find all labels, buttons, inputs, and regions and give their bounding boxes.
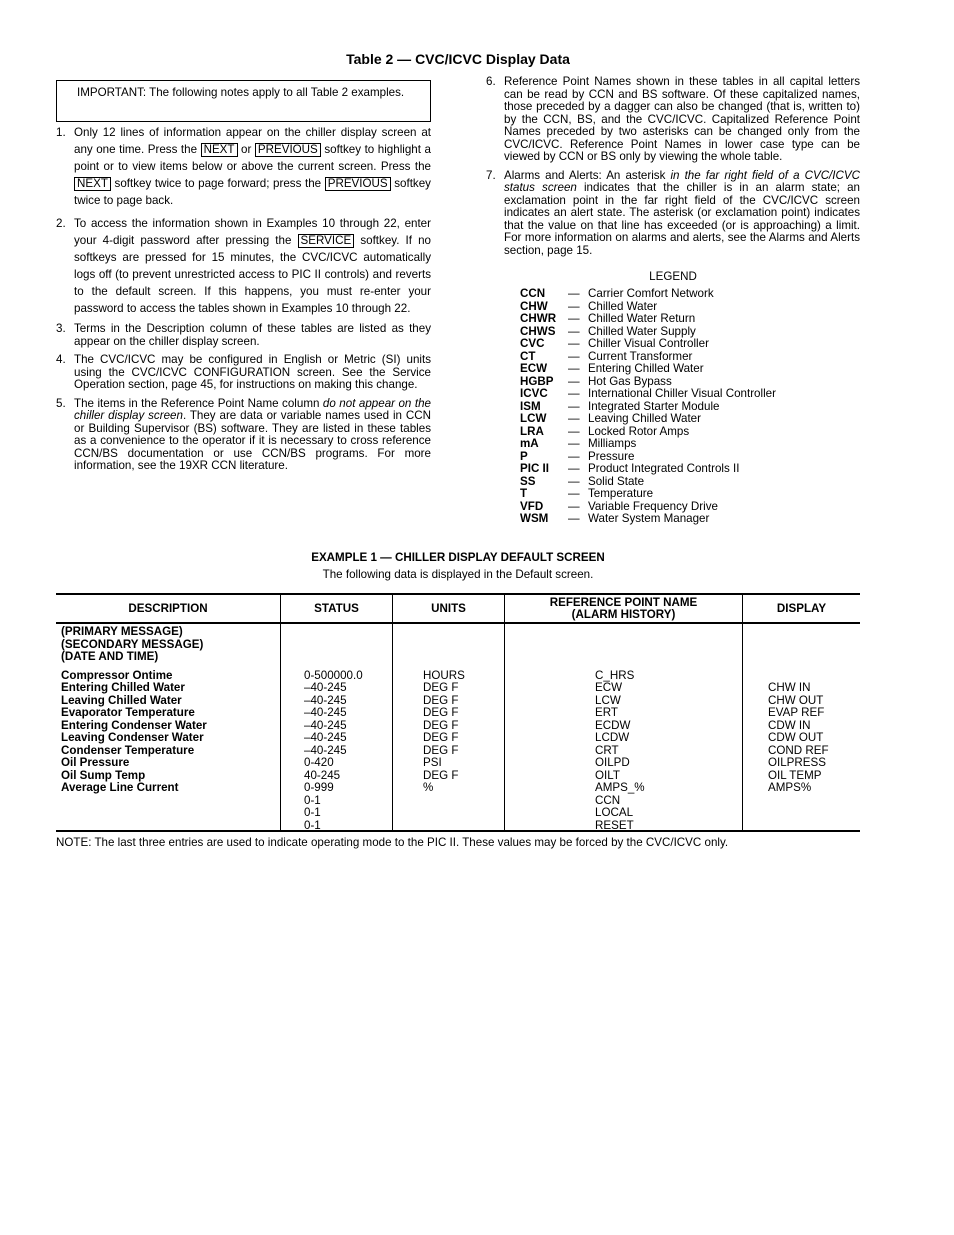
note-number: 2.	[56, 217, 66, 230]
note-text: The items in the Reference Point Name column	[74, 396, 320, 410]
table-reference: LOCAL	[595, 806, 634, 819]
note-4	[56, 354, 431, 392]
message-lines	[61, 626, 280, 664]
legend-description: Chilled Water Supply	[588, 324, 696, 338]
table-status: 0-420	[304, 756, 334, 769]
header-description: DESCRIPTION	[56, 595, 281, 622]
table-description: Evaporator Temperature	[61, 706, 195, 719]
table-units: DEG F	[423, 718, 459, 732]
legend-row	[520, 438, 776, 451]
legend-abbreviation: LRA	[520, 424, 544, 438]
legend-row	[520, 338, 776, 351]
note-text-italic: in the far right field of a CVC/ICVC status screen	[504, 168, 860, 194]
legend-row	[520, 513, 776, 526]
note-number: 3.	[56, 322, 66, 335]
table-reference: C_HRS	[595, 668, 635, 682]
notes-right	[486, 76, 860, 263]
table-units: PSI	[423, 756, 442, 769]
legend-abbreviation: SS	[520, 474, 536, 488]
note-number: 7.	[486, 168, 496, 182]
service-softkey: SERVICE	[298, 234, 355, 248]
legend-description: Chilled Water Return	[588, 312, 696, 325]
legend-description: Carrier Comfort Network	[588, 287, 714, 300]
note-3	[56, 323, 431, 348]
legend-description: Temperature	[588, 487, 654, 500]
legend-dash: —	[568, 474, 580, 488]
table-status: 0-1	[304, 818, 321, 832]
table-status: 0-999	[304, 781, 334, 794]
note-text-italic: do not appear on the chiller display screen	[74, 396, 431, 422]
legend-dash: —	[568, 299, 580, 313]
table-status: 0-1	[304, 793, 321, 807]
table-display: CDW IN	[768, 718, 811, 732]
note-text: . They are data or variable names used in CCN or Building Supervisor (BS) software. They are listed in these tables as a convenience to the operator if it is necessary to cross reference CCN/BS documentation or use CCN/BS programs. For more information, see the 19XR CCN literature.	[74, 409, 431, 472]
header-reference	[505, 595, 743, 622]
table-units: DEG F	[423, 731, 459, 744]
header-units: UNITS	[393, 595, 505, 622]
example-subtitle: The following data is displayed in the Default screen.	[322, 568, 594, 581]
table-description: Leaving Chilled Water	[61, 693, 182, 707]
table-description: Leaving Condenser Water	[61, 731, 204, 744]
table-reference: AMPS_%	[595, 781, 645, 794]
table-display: CDW OUT	[768, 731, 824, 744]
table-description: Entering Condenser Water	[61, 718, 207, 732]
legend-abbreviation: CHW	[520, 299, 548, 313]
table-status: 0-500000.0	[304, 668, 363, 682]
header-reference-line2: (ALARM HISTORY)	[571, 607, 676, 621]
legend-abbreviation: CHWS	[520, 324, 556, 338]
legend-dash: —	[568, 412, 580, 425]
note-number: 1.	[56, 126, 66, 139]
column-description	[56, 624, 281, 830]
table-units: DEG F	[423, 681, 459, 694]
table-status: –40-245	[304, 681, 347, 694]
note-6	[486, 76, 860, 164]
notes-left	[56, 124, 431, 479]
table-status: –40-245	[304, 743, 347, 757]
legend-description: Product Integrated Controls II	[588, 462, 740, 475]
header-status: STATUS	[281, 595, 393, 622]
table-status: 0-1	[304, 806, 321, 819]
table-status: –40-245	[304, 718, 347, 732]
table-body	[56, 624, 860, 830]
table-reference: LCDW	[595, 731, 630, 744]
legend-description: Chiller Visual Controller	[588, 337, 709, 350]
table-display: CHW OUT	[768, 693, 824, 707]
example-title: EXAMPLE 1 — CHILLER DISPLAY DEFAULT SCREEN	[311, 551, 605, 564]
note-text: Alarms and Alerts: An asterisk	[504, 168, 666, 182]
legend-dash: —	[568, 437, 580, 450]
legend-abbreviation: ECW	[520, 362, 548, 375]
legend-row	[520, 288, 776, 301]
legend-description: Pressure	[588, 449, 635, 463]
table-units: HOURS	[423, 668, 465, 682]
column-display	[743, 624, 860, 830]
legend-row	[520, 388, 776, 401]
note-text: Only 12 lines of information appear on the chiller display screen at any one time. Press the	[74, 126, 431, 156]
table-reference: LCW	[595, 693, 621, 707]
table-status: –40-245	[304, 731, 347, 744]
display-data-table	[56, 593, 860, 832]
table-status: 40-245	[304, 768, 341, 782]
legend-dash: —	[568, 449, 580, 463]
legend-dash: —	[568, 287, 580, 300]
legend-abbreviation: HGBP	[520, 374, 554, 388]
legend-row	[520, 488, 776, 501]
legend-dash: —	[568, 399, 580, 413]
column-status	[281, 624, 393, 830]
legend-abbreviation: CHWR	[520, 312, 557, 325]
table-reference: RESET	[595, 818, 634, 832]
page-title: Table 2 — CVC/ICVC Display Data	[346, 51, 570, 67]
legend-row	[520, 413, 776, 426]
column-units	[393, 624, 505, 830]
table-message: (SECONDARY MESSAGE)	[61, 637, 204, 651]
legend-abbreviation: CT	[520, 349, 536, 363]
table-units: DEG F	[423, 693, 459, 707]
table-description: Entering Chilled Water	[61, 681, 185, 694]
note-number: 6.	[486, 75, 496, 88]
legend-dash: —	[568, 312, 580, 325]
note-text: softkey to highlight a point or to view items below or above the current screen. Press the	[74, 143, 431, 173]
status-lines	[304, 670, 392, 833]
legend-row	[520, 363, 776, 376]
legend-abbreviation: T	[520, 487, 528, 500]
table-description: Condenser Temperature	[61, 743, 195, 757]
legend-row	[520, 426, 776, 439]
important-box: IMPORTANT: The following notes apply to all Table 2 examples.	[56, 80, 431, 122]
table-display: COND REF	[768, 743, 829, 757]
note-text: The CVC/ICVC may be configured in English or Metric (SI) units using the CVC/ICVC CONFIGURATION screen. See the Service Operation section, page 45, for instructions on making this change.	[74, 353, 431, 391]
table-display: OILPRESS	[768, 756, 826, 769]
table-display: EVAP REF	[768, 706, 825, 719]
legend-abbreviation: VFD	[520, 499, 544, 513]
legend-dash: —	[568, 387, 580, 400]
legend-dash: —	[568, 512, 580, 525]
column-reference	[505, 624, 743, 830]
legend-description: Locked Rotor Amps	[588, 424, 690, 438]
table-note: NOTE: The last three entries are used to indicate operating mode to the PIC II. These values may be forced by the CVC/ICVC only.	[56, 836, 729, 849]
table-description: Compressor Ontime	[61, 668, 173, 682]
note-text: or	[241, 143, 252, 156]
legend-description: Milliamps	[588, 437, 637, 450]
legend-dash: —	[568, 487, 580, 500]
table-reference: ERT	[595, 706, 618, 719]
legend-description: Current Transformer	[588, 349, 693, 363]
table-units: DEG F	[423, 706, 459, 719]
legend-description: Integrated Starter Module	[588, 399, 720, 413]
legend-row	[520, 313, 776, 326]
header-reference-line1: REFERENCE POINT NAME	[549, 595, 698, 609]
legend-description: International Chiller Visual Controller	[588, 387, 776, 400]
legend-dash: —	[568, 499, 580, 513]
table-status: –40-245	[304, 706, 347, 719]
table-message: (DATE AND TIME)	[61, 650, 159, 663]
note-number: 4.	[56, 353, 66, 366]
table-description: Average Line Current	[61, 781, 179, 794]
table-display: OIL TEMP	[768, 768, 822, 782]
table-reference: CCN	[595, 793, 621, 807]
table-status: –40-245	[304, 693, 347, 707]
legend-description: Entering Chilled Water	[588, 362, 704, 375]
note-text: Terms in the Description column of these tables are listed as they appear on the chiller display screen.	[74, 322, 431, 348]
table-description: Oil Pressure	[61, 756, 130, 769]
legend-abbreviation: LCW	[520, 412, 547, 425]
table-display: CHW IN	[768, 681, 811, 694]
legend-description: Water System Manager	[588, 512, 710, 525]
table-description: Oil Sump Temp	[61, 768, 146, 782]
note-text: Reference Point Names shown in these tables in all capital letters can be read by CCN and BS software. Of these capitalized names, those preceded by a dagger can also be changed (that is, written to) by the CCN, BS, and the CVC/ICVC. Capitalized Reference Point Names preceded by two asterisks can be changed only from the CVC/ICVC. Reference Point Names in lower case type can be viewed by CCN or BS only by viewing the whole table.	[504, 75, 860, 163]
units-lines	[423, 670, 504, 795]
table-reference: OILT	[595, 768, 620, 782]
legend-description: Chilled Water	[588, 299, 658, 313]
reference-lines	[595, 670, 742, 833]
legend-dash: —	[568, 349, 580, 363]
legend-abbreviation: CCN	[520, 287, 546, 300]
table-reference: ECDW	[595, 718, 631, 732]
legend-description: Leaving Chilled Water	[588, 412, 701, 425]
legend-dash: —	[568, 462, 580, 475]
next-softkey: NEXT	[201, 143, 238, 157]
legend-description: Solid State	[588, 474, 645, 488]
legend-dash: —	[568, 324, 580, 338]
legend-abbreviation: mA	[520, 437, 539, 450]
table-reference: ECW	[595, 681, 623, 694]
table-units: DEG F	[423, 768, 459, 782]
table-display: AMPS%	[768, 781, 812, 794]
legend-dash: —	[568, 424, 580, 438]
description-lines	[61, 670, 280, 795]
table-header	[56, 595, 860, 624]
legend-abbreviation: ISM	[520, 399, 541, 413]
legend-abbreviation: P	[520, 449, 528, 463]
table-units: DEG F	[423, 743, 459, 757]
header-display: DISPLAY	[776, 601, 827, 615]
table-message: (PRIMARY MESSAGE)	[61, 625, 183, 638]
table-reference: OILPD	[595, 756, 630, 769]
note-7	[486, 170, 860, 258]
previous-softkey: PREVIOUS	[255, 143, 321, 157]
note-1	[56, 124, 431, 209]
legend-row	[520, 463, 776, 476]
next-softkey: NEXT	[74, 177, 111, 191]
note-text: softkey twice to page back.	[74, 177, 431, 207]
legend-title: LEGEND	[649, 270, 697, 283]
note-text: To access the information shown in Examples 10 through 22, enter your 4-digit password after pressing the	[74, 217, 431, 247]
legend-dash: —	[568, 374, 580, 388]
note-5	[56, 398, 431, 473]
legend-description: Variable Frequency Drive	[588, 499, 718, 513]
note-text: softkey twice to page forward; press the	[114, 177, 322, 190]
legend-abbreviation: PIC II	[520, 462, 549, 475]
note-text: indicates that the chiller is in an alarm state; an exclamation point in the far right field of the CVC/ICVC screen indicates an alert state. The asterisk (or exclamation point) indicates that the value on that line has exceeded (or is approaching) a limit. For more information on alarms and alerts, see the Alarms and Alerts section, page 15.	[504, 181, 860, 257]
note-2	[56, 215, 431, 317]
legend-dash: —	[568, 337, 580, 350]
legend-abbreviation: CVC	[520, 337, 545, 350]
note-number: 5.	[56, 396, 66, 410]
legend-abbreviation: ICVC	[520, 387, 548, 400]
previous-softkey: PREVIOUS	[325, 177, 391, 191]
table-reference: CRT	[595, 743, 619, 757]
display-lines	[768, 670, 860, 795]
note-text: softkey. If no softkeys are pressed for 15 minutes, the CVC/ICVC automatically logs off (to prevent unrestricted access to PIC II controls) and reverts to the default screen. If this happens, you must re-enter your password to access the tables shown in Examples 10 through 22.	[74, 234, 431, 315]
table-units: %	[423, 781, 434, 794]
legend	[520, 288, 776, 526]
legend-dash: —	[568, 362, 580, 375]
legend-description: Hot Gas Bypass	[588, 374, 672, 388]
legend-abbreviation: WSM	[520, 512, 549, 525]
